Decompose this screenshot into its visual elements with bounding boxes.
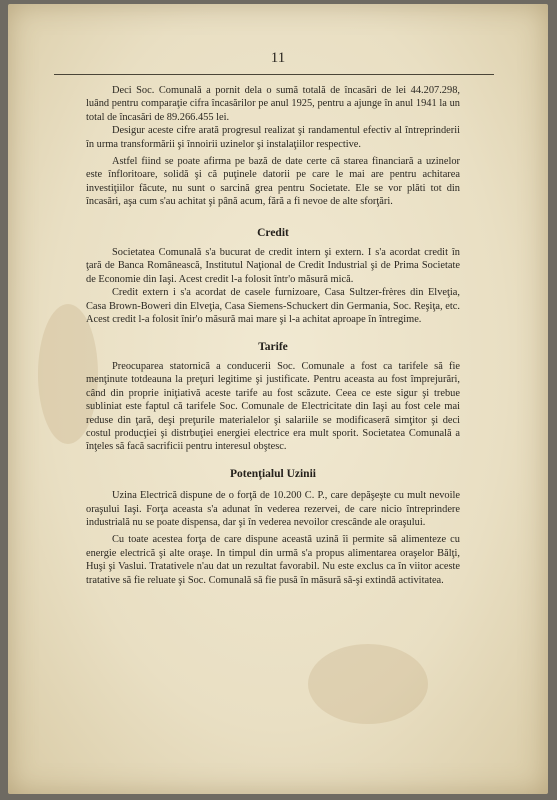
- tarife-paragraph-1: Preocuparea statornică a conducerii Soc. Comunale a fost ca tarifele să fie menţinute totdeauna la preţuri legitime şi justificate. Pentru aceasta au fost împrejurări, când din proprie iniţiativă aceste tarife au fost scăzute. Ceea ce este sigur şi trebue subliniat este faptul că tarifele Soc. Comunale de Electricitate din Iaşi au fost cele mai reduse din ţară, deşi preţurile materialelor şi salariile se modificaseră simţitor şi deci costul producţiei şi distrbuţiei energiei electrice era mult sporit. Societatea Comunală a înţeles să facă sacrificii pentru interesul obştesc.: [86, 360, 460, 453]
- credit-paragraph-2: Credit extern i s'a acordat de casele furnizoare, Casa Sultzer-frères din Elveţia, Casa Brown-Boweri din Elveţia, Casa Siemens-Schuckert din Germania, Soc. Reşiţa, etc. Acest credit l-a folosit înir'o măsură mai mare şi l-a achitat aproape în întregime.: [86, 287, 460, 326]
- credit-heading: Credit: [257, 226, 289, 239]
- document-page: [8, 4, 548, 794]
- intro-paragraph-1: Deci Soc. Comunală a pornit dela o sumă totală de încasări de lei 44.207.298, luând pentru comparaţie cifra încasărilor pe anul 1925, pentru a ajunge în anul 1941 la un total de încasări de 89.266.455 lei.: [86, 85, 460, 123]
- page-number: 11: [270, 50, 286, 66]
- potential-paragraph-2: Cu toate acestea forţa de care dispune această uzină îi permite să alimenteze cu energie electrică şi alte oraşe. In timpul din urmă s'a propus alimentarea oraşelor Bălţi, Huşi şi Vaslui. Tratativele n'au dat un rezultat favorabil. Nu este exclus ca în viitor aceste tratative să fie reluate şi Soc. Comunală să fie pusă în măsură să-şi extindă activitatea.: [86, 534, 460, 586]
- intro-paragraph-2: Desigur aceste cifre arată progresul realizat şi randamentul efectiv al întreprinderii în urma transformării şi înnoirii uzinelor şi instalaţiilor respective.: [86, 125, 460, 150]
- tarife-heading: Tarife: [258, 340, 288, 353]
- credit-paragraph-1: Societatea Comunală s'a bucurat de credit intern şi extern. I s'a acordat credit în ţară de Banca Românească, Institutul Naţional de Credit Industrial şi de Prima Societate de Economie din Iaşi. Acest credit l-a folosit într'o măsură mică.: [86, 247, 460, 285]
- potential-paragraph-1: Uzina Electrică dispune de o forţă de 10.200 C. P., care depăşeşte cu mult nevoile oraşului Iaşi. Forţa aceasta s'a adunat în vederea rezervei, de care nicio întreprindere industrială nu se poate dispensa, dar şi în vederea nevoilor crescânde ale oraşului.: [86, 490, 460, 528]
- page-body: [86, 84, 460, 587]
- potential-heading: Potenţialul Uzinii: [230, 467, 316, 480]
- header-rule: [54, 74, 494, 75]
- intro-paragraph-3: Astfel fiind se poate afirma pe bază de date certe că starea financiară a uzinelor este înfloritoare, solidă şi că puţinele datorii pe care le mai are pentru achitarea investiţiilor făcute, nu sunt o sarcină grea pentru Societate. Ele se vor plăti tot din încasări, aşa cum s'au achitat şi până acum, fără a fi nevoe de alte sforţări.: [86, 156, 460, 208]
- paper-stain: [308, 644, 428, 724]
